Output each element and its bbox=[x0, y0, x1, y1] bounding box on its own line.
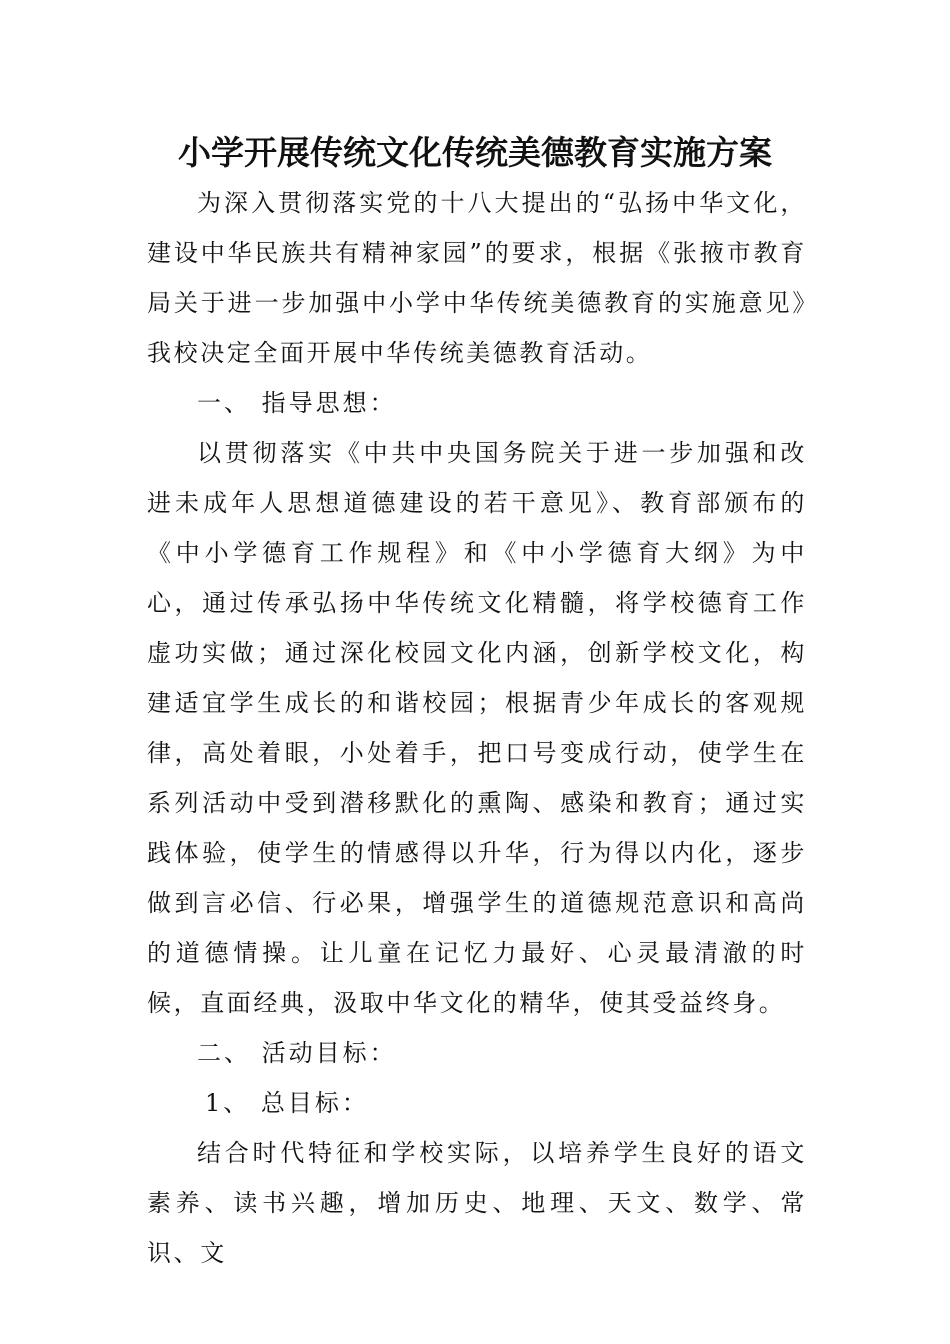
document-title: 小学开展传统文化传统美德教育实施方案 bbox=[178, 133, 772, 172]
section-1-heading: 一、 指导思想： bbox=[197, 389, 397, 417]
document-body bbox=[147, 178, 807, 1278]
section-2-subheading-1: 1、 总目标： bbox=[205, 1089, 369, 1117]
section-2-heading: 二、 活动目标： bbox=[197, 1039, 397, 1067]
intro-paragraph: 为深入贯彻落实党的十八大提出的“弘扬中华文化，建设中华民族共有精神家园”的要求，根据《张掖市教育局关于进一步加强中小学中华传统美德教育的实施意见》我校决定全面开展中华传统美德教育活动。 bbox=[147, 189, 807, 367]
section-1-paragraph: 以贯彻落实《中共中央国务院关于进一步加强和改进未成年人思想道德建设的若干意见》、教育部颁布的《中小学德育工作规程》和《中小学德育大纲》为中心，通过传承弘扬中华传统文化精髓，将学校德育工作虚功实做；通过深化校园文化内涵，创新学校文化，构建适宜学生成长的和谐校园；根据青少年成长的客观规律，高处着眼，小处着手，把口号变成行动，使学生在系列活动中受到潜移默化的熏陶、感染和教育；通过实践体验，使学生的情感得以升华，行为得以内化，逐步做到言必信、行必果，增强学生的道德规范意识和高尚的道德情操。让儿童在记忆力最好、心灵最清澈的时候，直面经典，汲取中华文化的精华，使其受益终身。 bbox=[147, 439, 807, 1017]
section-2-sub-1-paragraph: 结合时代特征和学校实际，以培养学生良好的语文素养、读书兴趣，增加历史、地理、天文、数学、常识、文 bbox=[147, 1139, 807, 1267]
